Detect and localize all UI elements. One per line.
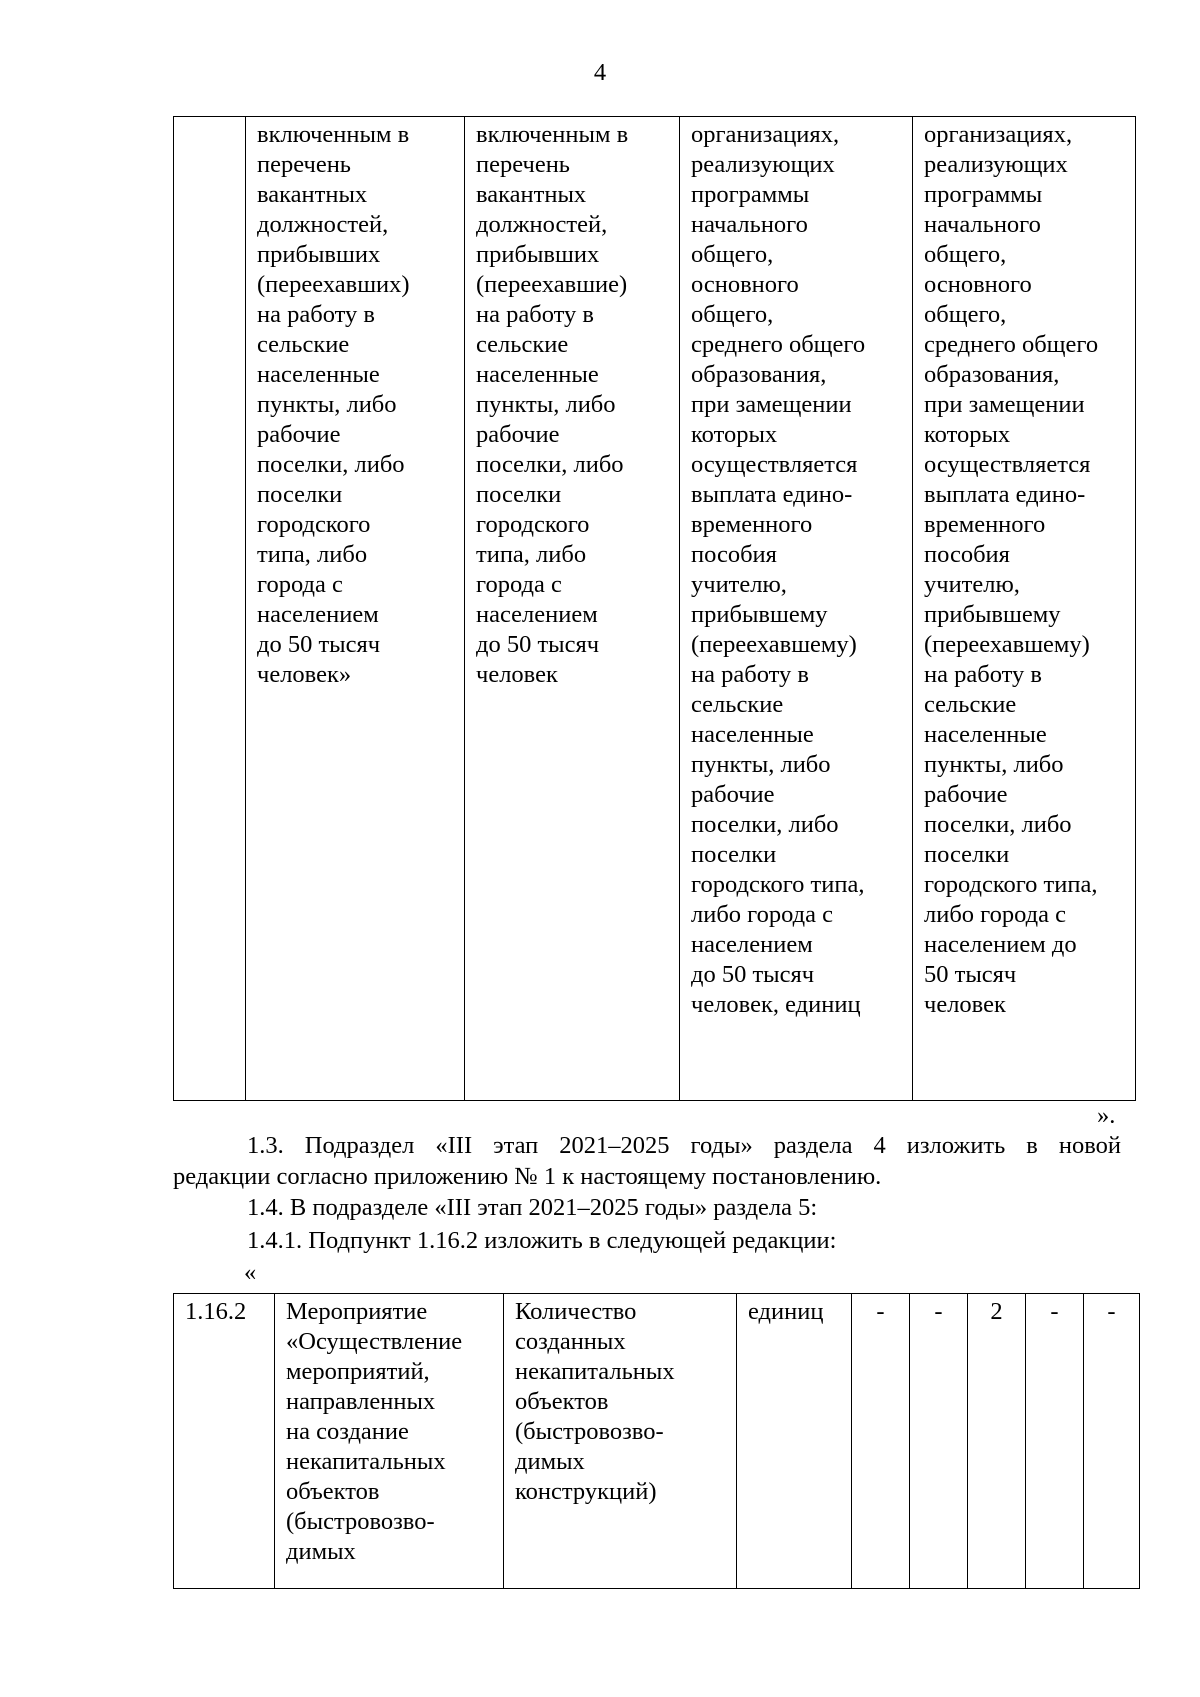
cell-text: 1.16.2 — [185, 1298, 247, 1325]
page-number: 4 — [593, 59, 607, 86]
table-cell — [174, 117, 246, 1101]
table-cell — [246, 117, 465, 1101]
cell-text — [174, 117, 245, 120]
cell-text: Мероприятие «Осуществление мероприятий, направленных на создание некапитальных объектов (быстровозво- димых — [286, 1298, 463, 1565]
table-row — [174, 117, 1136, 1101]
paragraph-1-3-line-2: редакции согласно приложению № 1 к настоящему постановлению. — [173, 1163, 882, 1190]
cell-text: - — [934, 1298, 943, 1325]
cell-text: включенным в перечень вакантных должностей, прибывших (переехавшие) на работу в сельские населенные пункты, либо рабочие поселки, либо поселки городского типа, либо города с населением до 50 тысяч человек — [476, 121, 629, 688]
item-number-cell — [174, 1294, 275, 1589]
opening-quote: « — [244, 1259, 257, 1286]
paragraph-1-4: 1.4. В подразделе «III этап 2021–2025 годы» раздела 5: — [247, 1194, 818, 1221]
cell-text: - — [1107, 1298, 1116, 1325]
value-cell — [852, 1294, 910, 1589]
cell-text: организациях, реализующих программы начального общего, основного общего, среднего общего образования, при замещении которых осуществляется выплата едино- временного пособия учителю, прибывшему (переехавшему) на работу в сельские населенные пункты, либо рабочие поселки, либо поселки городского типа, либо города с населением до 50 тысяч человек, единиц — [691, 121, 866, 1018]
cell-text: единиц — [748, 1298, 824, 1325]
indicator-cell — [504, 1294, 737, 1589]
cell-text: включенным в перечень вакантных должностей, прибывших (переехавших) на работу в сельские населенные пункты, либо рабочие поселки, либо поселки городского типа, либо города с населением до 50 тысяч человек» — [257, 121, 410, 688]
paragraph-1-3-line-1: 1.3. Подраздел «III этап 2021–2025 годы» раздела 4 изложить в новой — [247, 1132, 1121, 1159]
cell-text: 2 — [990, 1298, 1003, 1325]
cell-text: - — [1050, 1298, 1059, 1325]
closing-quote: ». — [1097, 1102, 1116, 1129]
table-cell — [913, 117, 1136, 1101]
unit-cell — [737, 1294, 852, 1589]
cell-text: - — [876, 1298, 885, 1325]
table-fragment-top — [173, 116, 1136, 1101]
cell-text: Количество созданных некапитальных объектов (быстровозво- димых конструкций) — [515, 1298, 675, 1505]
table-cell — [465, 117, 680, 1101]
paragraph-1-4-1: 1.4.1. Подпункт 1.16.2 изложить в следующей редакции: — [247, 1227, 837, 1254]
table-cell — [680, 117, 913, 1101]
cell-text: организациях, реализующих программы начального общего, основного общего, среднего общего образования, при замещении которых осуществляется выплата едино- временного пособия учителю, прибывшему (переехавшему) на работу в сельские населенные пункты, либо рабочие поселки, либо поселки городского типа, либо города с населением до 50 тысяч человек — [924, 121, 1099, 1018]
value-cell — [1026, 1294, 1084, 1589]
value-cell — [968, 1294, 1026, 1589]
activity-cell — [275, 1294, 504, 1589]
table-row — [174, 1294, 1140, 1589]
value-cell — [910, 1294, 968, 1589]
value-cell — [1084, 1294, 1140, 1589]
table-row-1-16-2 — [173, 1293, 1140, 1589]
